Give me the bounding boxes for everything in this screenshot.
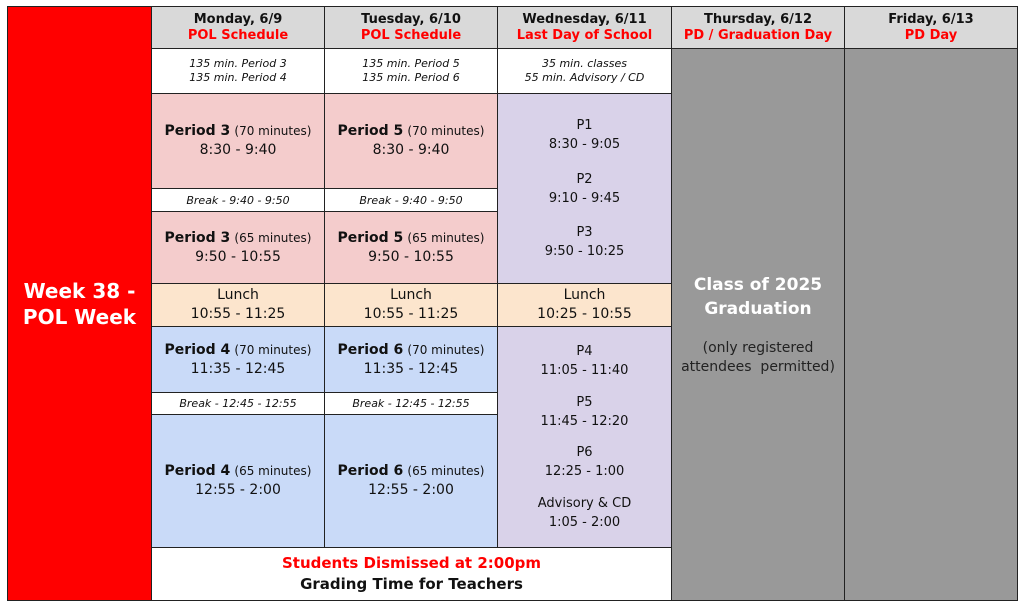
wed-period: P6 12:25 - 1:00 bbox=[544, 445, 625, 480]
header-sub: POL Schedule bbox=[187, 27, 289, 43]
lunch-label: Lunch bbox=[217, 287, 259, 303]
week-label-line2: POL Week bbox=[22, 304, 137, 329]
header-day: Thursday, 6/12 bbox=[703, 11, 813, 27]
monday-block-2 bbox=[151, 211, 325, 284]
wednesday-morning bbox=[497, 93, 672, 284]
tuesday-break-2: Break - 12:45 - 12:55 bbox=[324, 392, 498, 415]
note-line: 135 min. Period 6 bbox=[362, 71, 460, 84]
header-day: Tuesday, 6/10 bbox=[361, 11, 461, 27]
tuesday-block-4 bbox=[324, 414, 498, 548]
period-label: Period 6 (70 minutes) bbox=[337, 341, 485, 358]
note-monday bbox=[151, 48, 325, 94]
period-time: 8:30 - 9:40 bbox=[199, 142, 277, 158]
lunch-time: 10:55 - 11:25 bbox=[190, 306, 286, 322]
period-time: 9:50 - 10:55 bbox=[195, 248, 281, 265]
monday-break-2: Break - 12:45 - 12:55 bbox=[151, 392, 325, 415]
header-thursday bbox=[671, 6, 845, 49]
period-label: Period 4 (65 minutes) bbox=[164, 463, 312, 479]
header-sub: PD / Graduation Day bbox=[683, 27, 833, 43]
header-day: Wednesday, 6/11 bbox=[522, 11, 647, 27]
lunch-label: Lunch bbox=[390, 287, 432, 303]
period-time: 8:30 - 9:40 bbox=[372, 142, 450, 158]
wed-period: P4 11:05 - 11:40 bbox=[540, 343, 629, 378]
friday-pd-day bbox=[844, 48, 1018, 601]
monday-block-1 bbox=[151, 93, 325, 189]
monday-break-1: Break - 9:40 - 9:50 bbox=[151, 188, 325, 212]
week-label-line1: Week 38 - bbox=[23, 278, 136, 303]
header-sub: PD Day bbox=[904, 27, 958, 43]
header-friday bbox=[844, 6, 1018, 49]
note-line: 35 min. classes bbox=[541, 57, 628, 70]
period-label: Period 5 (70 minutes) bbox=[337, 123, 485, 139]
period-time: 11:35 - 12:45 bbox=[363, 360, 459, 377]
note-line: 135 min. Period 5 bbox=[362, 57, 460, 70]
header-day: Friday, 6/13 bbox=[888, 11, 974, 27]
wed-period: P3 9:50 - 10:25 bbox=[544, 225, 625, 260]
lunch-label: Lunch bbox=[563, 287, 606, 303]
dismissal-line2: Grading Time for Teachers bbox=[300, 575, 523, 593]
wed-period: P5 11:45 - 12:20 bbox=[540, 394, 629, 429]
wednesday-afternoon bbox=[497, 326, 672, 548]
note-wednesday bbox=[497, 48, 672, 94]
header-monday bbox=[151, 6, 325, 49]
tuesday-block-3 bbox=[324, 326, 498, 393]
wednesday-lunch bbox=[497, 283, 672, 327]
dismissal-banner bbox=[151, 547, 672, 601]
graduation-title-line2: Graduation bbox=[704, 298, 812, 319]
thursday-graduation bbox=[671, 48, 845, 601]
period-time: 12:55 - 2:00 bbox=[195, 482, 281, 498]
lunch-time: 10:25 - 10:55 bbox=[537, 306, 632, 322]
period-time: 12:55 - 2:00 bbox=[368, 482, 454, 498]
wed-period: P1 8:30 - 9:05 bbox=[548, 117, 621, 152]
wed-period: Advisory & CD 1:05 - 2:00 bbox=[537, 496, 632, 531]
graduation-title-line1: Class of 2025 bbox=[693, 274, 823, 295]
period-label: Period 3 (70 minutes) bbox=[164, 123, 312, 139]
note-line: 135 min. Period 3 bbox=[189, 57, 287, 70]
period-time: 11:35 - 12:45 bbox=[190, 360, 286, 377]
note-line: 55 min. Advisory / CD bbox=[524, 71, 645, 84]
lunch-time: 10:55 - 11:25 bbox=[363, 306, 459, 322]
week-label-cell bbox=[7, 6, 152, 601]
tuesday-block-1 bbox=[324, 93, 498, 189]
period-time: 9:50 - 10:55 bbox=[368, 248, 454, 265]
tuesday-lunch bbox=[324, 283, 498, 327]
graduation-note: (only registered attendees permitted) bbox=[681, 339, 835, 375]
period-label: Period 6 (65 minutes) bbox=[337, 463, 485, 479]
monday-block-4 bbox=[151, 414, 325, 548]
period-label: Period 3 (65 minutes) bbox=[164, 229, 312, 246]
monday-block-3 bbox=[151, 326, 325, 393]
period-label: Period 5 (65 minutes) bbox=[337, 229, 485, 246]
period-label: Period 4 (70 minutes) bbox=[164, 341, 312, 358]
monday-lunch bbox=[151, 283, 325, 327]
header-wednesday bbox=[497, 6, 672, 49]
header-tuesday bbox=[324, 6, 498, 49]
header-day: Monday, 6/9 bbox=[193, 11, 283, 27]
tuesday-break-1: Break - 9:40 - 9:50 bbox=[324, 188, 498, 212]
tuesday-block-2 bbox=[324, 211, 498, 284]
header-sub: Last Day of School bbox=[516, 27, 653, 43]
note-line: 135 min. Period 4 bbox=[189, 71, 287, 84]
header-sub: POL Schedule bbox=[360, 27, 462, 43]
wed-period: P2 9:10 - 9:45 bbox=[548, 171, 621, 206]
dismissal-line1: Students Dismissed at 2:00pm bbox=[281, 554, 542, 572]
note-tuesday bbox=[324, 48, 498, 94]
